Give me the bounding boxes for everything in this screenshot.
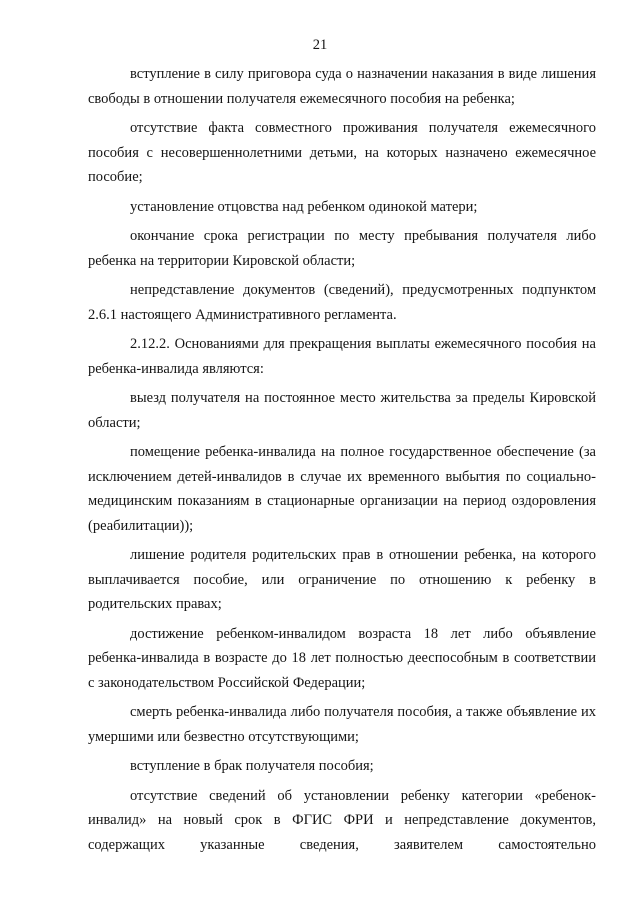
paragraph-registration-expired: окончание срока регистрации по месту пребывания получателя либо ребенка на территории Кировской области; xyxy=(88,228,596,269)
paragraph-reaching-age-18: достижение ребенком-инвалидом возраста 18 лет либо объявление ребенка-инвалида в возрасте до 18 лет полностью дееспособным в соответствии с законодательством Российской Федерации; xyxy=(88,625,596,691)
paragraph-no-cohabitation: отсутствие факта совместного проживания получателя ежемесячного пособия с несовершеннолетними детьми, на которых назначено ежемесячное пособие; xyxy=(88,120,596,185)
paragraph-paternity-established: установление отцовства над ребенком одинокой матери; xyxy=(130,198,478,215)
document-body xyxy=(88,62,596,862)
paragraph-section-2-12-2: 2.12.2. Основаниями для прекращения выплаты ежемесячного пособия на ребенка-инвалида являются: xyxy=(88,336,596,377)
paragraph-parental-rights: лишение родителя родительских прав в отношении ребенка, на которого выплачивается пособие, или ограничение по отношению к ребенку в родительских правах; xyxy=(88,547,596,612)
paragraph-disability-category-missing: отсутствие сведений об установлении ребенку категории «ребенок-инвалид» на новый срок в ФГИС ФРИ и непредставление документов, содержащих указанные сведения, заявителем самостоятельно xyxy=(88,787,596,853)
paragraph-full-state-care: помещение ребенка-инвалида на полное государственное обеспечение (за исключением детей-инвалидов в случае их временного выбытия по социально-медицинским показаниям в стационарные организации на период оздоровления (реабилитации)); xyxy=(88,444,596,534)
paragraph-death-or-missing: смерть ребенка-инвалида либо получателя пособия, а также объявление их умершими или безвестно отсутствующими; xyxy=(88,704,596,745)
page-number: 21 xyxy=(312,37,328,53)
paragraph-marriage: вступление в брак получателя пособия; xyxy=(130,758,374,774)
paragraph-documents-not-provided: непредставление документов (сведений), предусмотренных подпунктом 2.6.1 настоящего Административного регламента. xyxy=(88,282,596,323)
paragraph-moving-out-of-region: выезд получателя на постоянное место жительства за пределы Кировской области; xyxy=(88,390,596,431)
paragraph-sentence-entry-into-force: вступление в силу приговора суда о назначении наказания в виде лишения свободы в отношении получателя ежемесячного пособия на ребенка; xyxy=(88,66,596,107)
